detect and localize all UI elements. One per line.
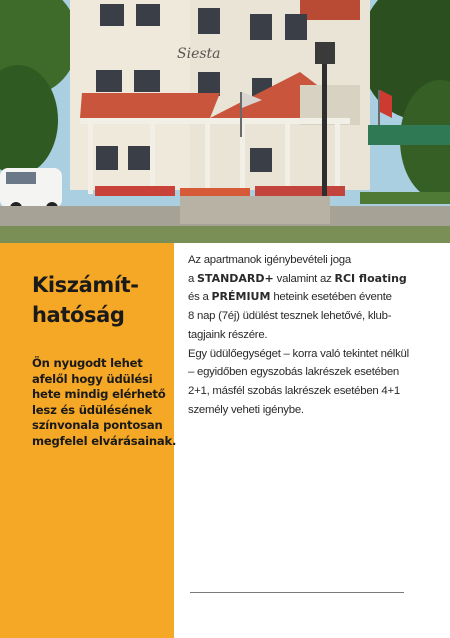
section-heading: [32, 270, 172, 330]
hotel-sign: Siesta: [177, 46, 221, 62]
body-line: – egyidőben egyszobás lakrészek esetében: [188, 366, 399, 379]
tagline-line: hete mindig elérhető: [32, 387, 166, 402]
tagline-line: megfelel elvárásainak.: [32, 433, 177, 448]
rci-floating-label: RCI floating: [334, 271, 407, 285]
body-text: heteink esetében évente: [270, 291, 392, 304]
body-line: Egy üdülőegységet – korra való tekintet nélkül: [188, 347, 409, 360]
hotel-photo-illustration: [0, 0, 450, 243]
body-line: 8 nap (7éj) üdülést tesznek lehetővé, klub-: [188, 310, 392, 323]
body-line: 2+1, másfél szobás lakrészek esetében 4+1: [188, 384, 401, 397]
premium-label: PRÉMIUM: [211, 290, 271, 304]
body-line: [188, 288, 440, 307]
tagline-line: Ön nyugodt lehet: [32, 356, 143, 370]
body-line: személy veheti igénybe.: [188, 403, 304, 416]
body-text: és a: [188, 291, 212, 304]
tagline: [32, 356, 177, 450]
heading-line: Kiszámít-: [32, 273, 139, 297]
body-paragraph: [188, 251, 440, 419]
tagline-line: afelől hogy üdülési: [32, 371, 153, 386]
body-line: Az apartmanok igénybevételi joga: [188, 254, 351, 266]
divider-line: [190, 592, 404, 593]
body-line: [188, 270, 440, 289]
body-text: a: [188, 272, 197, 285]
tagline-line: színvonala pontosan: [32, 418, 163, 433]
hotel-photo: [0, 0, 450, 243]
heading-line: hatóság: [32, 303, 125, 327]
tagline-line: lesz és üdülésének: [32, 402, 152, 417]
body-line: tagjaink részére.: [188, 328, 268, 341]
body-text: valamint az: [273, 272, 335, 285]
standard-plus-label: STANDARD+: [197, 271, 274, 285]
